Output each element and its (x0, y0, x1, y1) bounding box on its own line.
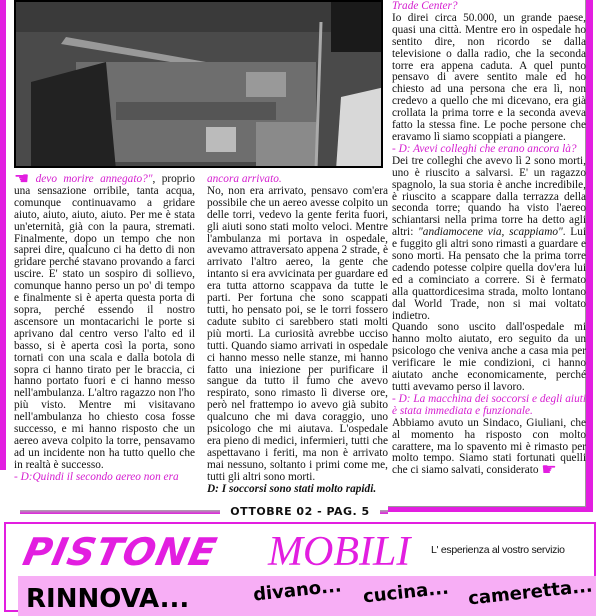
answer-text: No, non era arrivato, pensavo com'era possibile che un aereo avesse colpito un delle torri, vedevo la gente ferita fuori, gli aiuti sono stati molto veloci. Mentre l'ambulanza mi portava in ospedale, avevamo attraversato appena 2 strade, è arrivato l'altro aereo, la gente che intanto si era avvicinata per guardare ed era tutta attorno scappava da tutte le parti. Per fortuna che sono scappati tutti, ho pensato poi, se le torri fossero cadute subito ci sarebbero stati molti più morti. La curiosità avrebbe ucciso tutti. Quando siamo arrivati in ospedale ci hanno messo nelle stanze, mi hanno fatto una iniezione per purificare il sangue da tutto il fumo che avevo respirato, sono rimasto lì diverse ore, però nel frattempo io avevo già subito qualcuno che mi dava coraggio, uno psicologo che mi aiutava. L'ospedale era pieno di medici, infermieri, tutti che aspettavano i feriti, ma non è arrivato mai nessuno, soltanto i primi come me, tutti gli altri sono morti. (207, 184, 388, 483)
ground-zero-photo (14, 0, 383, 168)
advertisement (4, 522, 596, 612)
article-column-2 (207, 174, 388, 495)
footer-rule-right (380, 510, 388, 514)
page-footer: OTTOBRE 02 - PAG. 5 (230, 505, 370, 518)
answer-text (392, 156, 586, 323)
answer-text: Quando sono uscito dall'ospedale mi hanno molto aiutato, ero seguito da un psicologo che veniva anche a casa mia per verificare le mie condizioni, ci hanno aiutato anche economicamente, perché tutti avevamo perso il lavoro. (392, 321, 586, 393)
footer-rule-left (20, 510, 220, 514)
question: D: I soccorsi sono stati molto rapidi. (207, 482, 377, 495)
answer-part: . Lui e fuggito gli altri sono rimasti a guardare e sono morti. Ha pensato che la prima torre cadendo potesse colpire quella dov'era lui ed a cominciato a correre. Si è fermato alla quattordicesima strada, molto lontano dal World Trade, non si mai voltato indietro. (392, 226, 586, 322)
answer-part: Dei tre colleghi che avevo lì 2 sono morti, uno è riuscito a salvarsi. E' un ragazzo spagnolo, la sua storia è anche incredibile, è riuscito a scappare dalla terrazza della seconda torre; quando ha visto l'aereo schiantarsi nella prima torre ha detto agli altri: (392, 154, 586, 239)
ad-item: cameretta... (467, 575, 594, 610)
question-continuation: devo morire annegato?" (35, 173, 153, 185)
ad-item: divano... (252, 575, 343, 606)
ad-brand-subtitle: MOBILI (268, 529, 411, 575)
pointing-hand-icon: ☛ (541, 460, 557, 481)
magenta-side-bar (0, 0, 6, 470)
ad-tagline: L' esperienza al vostro servizio (431, 544, 565, 556)
answer-text: Io direi circa 50.000, un grande paese, quasi una città. Mentre ero in ospedale ho sentito dire, non ricordo se dalla televisione o dalla radio, che la seconda torre era appena caduta. A quel punto pensavo di avere sentito male ed ho chiesto ad una persona che era lì, non credevo a quello che mi dicevano, era già crollata la prima torre e la seconda aveva fatto la stessa fine. Le poche persone che eravamo lì siamo scoppiati a piangere. (392, 11, 586, 143)
question: - D: La macchina dei soccorsi e degli aiuti è stata immediata e funzionale. (392, 392, 586, 417)
question: - D:Quindi il secondo aereo non era (14, 470, 179, 483)
question-continuation: ancora arrivato. (207, 173, 282, 185)
answer-text (392, 416, 586, 481)
question: - D: Avevi colleghi che erano ancora là? (392, 142, 577, 155)
quote: "andiamocene via, scappiamo" (418, 226, 563, 239)
question-continuation: Trade Center? (392, 0, 458, 12)
article-column-1 (14, 169, 195, 484)
ad-brand-logo: PISTONE (19, 530, 222, 574)
pointing-hand-icon: ☚ (14, 169, 30, 189)
ad-headline: RINNOVA... (26, 584, 190, 614)
ad-item: cucina... (362, 577, 450, 608)
answer-part: Abbiamo avuto un Sindaco, Giuliani, che al momento ha risposto con molto carattere, ma lo spavento mi è rimasto per molto tempo. Siamo stati fortunati quelli che ci siamo salvati, considerato (392, 416, 586, 477)
answer-text: , proprio una sensazione orribile, tanta acqua, comunque continuavamo a gridare aiuto, aiuto, aiuto, aiuto. Per me è stata un'eternità, già con la paura, stremati. Finalmente, dopo un tempo che non saprei dire, qualcuno ci ha detto di non gridare perché stavano provando a farci uscire. E' stato un sospiro di sollievo, comunque hanno perso un po' di tempo e finalmente si è aperta questa porta di sopra, perché essendo il nostro ascensore un montacarichi le porte si aprivano dal centro verso l'alto ed il basso, si è aperta così la porta, sono tornati con una scala e dalla botola di sopra ci hanno tirato per le braccia, ci hanno portato fuori e ci hanno messo nell'ambulanza. L'altro ragazzo non l'ho più visto. Mentre mi visitavano nell'ambulanza ho chiesto cosa fosse successo, e mi hanno risposto che un aereo aveva colpito la torre, pensavamo ad un incidente non ha tutto quello che in realtà è successo. (14, 173, 195, 471)
article-column-3 (392, 0, 586, 481)
ad-band (18, 576, 596, 616)
